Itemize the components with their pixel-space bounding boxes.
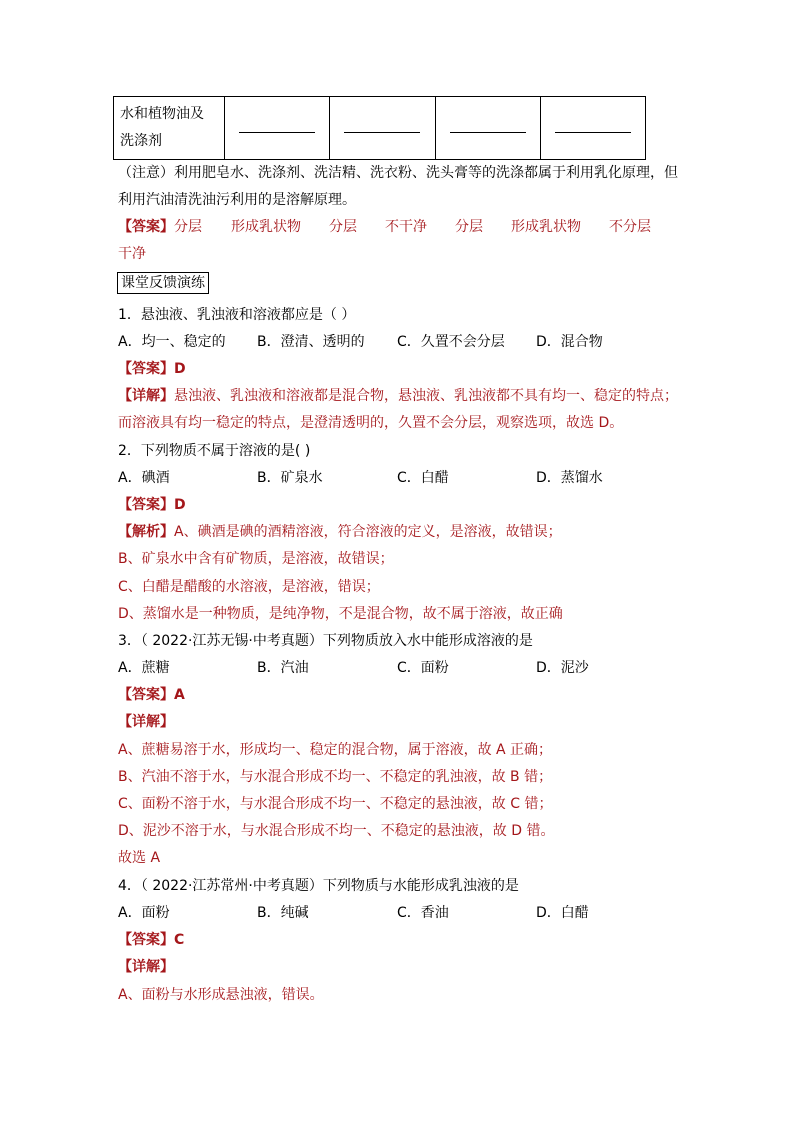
answer-table xyxy=(113,96,646,160)
explain-tag: 【详解】 xyxy=(118,388,174,404)
answer-item: 分层 xyxy=(174,219,202,235)
question-3-explain-tag: 【详解】 xyxy=(118,714,174,730)
option-a: A．蔗糖 xyxy=(118,660,170,676)
question-2-answer: 【答案】D xyxy=(118,497,186,513)
row-label-line1: 水和植物油及 xyxy=(120,106,204,122)
explain-text: 悬浊液、乳浊液和溶液都是混合物，悬浊液、乳浊液都不具有均一、稳定的特点； xyxy=(174,388,678,404)
question-3-explain-3: C、面粉不溶于水，与水混合形成不均一、不稳定的悬浊液，故 C 错； xyxy=(118,796,553,812)
question-4-explain-tag: 【详解】 xyxy=(118,959,174,975)
question-4-answer: 【答案】C xyxy=(118,932,185,948)
option-d: D．混合物 xyxy=(536,334,603,350)
option-b: B．澄清、透明的 xyxy=(257,334,365,350)
question-1-options xyxy=(118,332,678,352)
answer-item: 形成乳状物 xyxy=(511,219,581,235)
option-c: C．面粉 xyxy=(397,660,449,676)
question-2-stem: 2．下列物质不属于溶液的是( ) xyxy=(118,443,311,459)
intro-answer-row xyxy=(118,217,678,237)
explain-text: A、碘酒是碘的酒精溶液，符合溶液的定义，是溶液，故错误； xyxy=(174,524,562,540)
answer-item: 分层 xyxy=(455,219,483,235)
question-3-explain-5: 故选 A xyxy=(118,850,161,866)
blank-cell xyxy=(435,97,540,160)
note-line-1: （注意）利用肥皂水、洗涤剂、洗洁精、洗衣粉、洗头膏等的洗涤都属于利用乳化原理，但 xyxy=(118,165,678,181)
intro-answer-last: 干净 xyxy=(118,246,146,262)
fill-blank xyxy=(344,132,420,133)
question-4-stem: 4．（ 2022·江苏常州·中考真题）下列物质与水能形成乳浊液的是 xyxy=(118,878,519,894)
question-2-options xyxy=(118,468,678,488)
question-3-options xyxy=(118,658,678,678)
option-b: B．汽油 xyxy=(257,660,309,676)
question-2-explain-4: D、蒸馏水是一种物质，是纯净物，不是混合物，故不属于溶液，故正确 xyxy=(118,606,563,622)
question-4-options xyxy=(118,903,678,923)
option-c: C．白醋 xyxy=(397,470,449,486)
question-1-explain-1 xyxy=(118,386,678,406)
option-c: C．香油 xyxy=(397,905,449,921)
question-1-stem: 1．悬浊液、乳浊液和溶液都应是（ ） xyxy=(118,307,356,323)
table-row xyxy=(114,97,646,160)
answer-item: 不分层 xyxy=(609,219,651,235)
question-2-explain-3: C、白醋是醋酸的水溶液，是溶液，错误； xyxy=(118,579,380,595)
question-3-explain-1: A、蔗糖易溶于水，形成均一、稳定的混合物，属于溶液，故 A 正确； xyxy=(118,742,553,758)
question-3-explain-2: B、汽油不溶于水，与水混合形成不均一、不稳定的乳浊液，故 B 错； xyxy=(118,769,553,785)
question-2-explain-2: B、矿泉水中含有矿物质，是溶液，故错误； xyxy=(118,551,394,567)
option-d: D．泥沙 xyxy=(536,660,589,676)
option-a: A．面粉 xyxy=(118,905,170,921)
blank-cell xyxy=(225,97,330,160)
answer-item: 分层 xyxy=(329,219,357,235)
question-2-explain-1 xyxy=(118,522,562,542)
question-3-stem: 3．（ 2022·江苏无锡·中考真题）下列物质放入水中能形成溶液的是 xyxy=(118,633,533,649)
row-label-line2: 洗涤剂 xyxy=(120,133,162,149)
option-a: A．碘酒 xyxy=(118,470,170,486)
section-title: 课堂反馈演练 xyxy=(117,272,209,294)
answer-tag: 【答案】 xyxy=(118,219,174,235)
question-3-answer: 【答案】A xyxy=(118,687,185,703)
note-line-2: 利用汽油清洗油污利用的是溶解原理。 xyxy=(118,192,356,208)
fill-blank xyxy=(239,132,315,133)
blank-cell xyxy=(540,97,645,160)
table-row-label xyxy=(114,97,225,160)
question-1-explain-2: 而溶液具有均一稳定的特点，是澄清透明的，久置不会分层，观察选项，故选 D。 xyxy=(118,415,624,431)
option-b: B．纯碱 xyxy=(257,905,309,921)
explain-tag: 【解析】 xyxy=(118,524,174,540)
option-b: B．矿泉水 xyxy=(257,470,323,486)
option-a: A．均一、稳定的 xyxy=(118,334,226,350)
option-d: D．蒸馏水 xyxy=(536,470,603,486)
question-1-answer: 【答案】D xyxy=(118,361,186,377)
option-c: C．久置不会分层 xyxy=(397,334,505,350)
fill-blank xyxy=(450,132,526,133)
answer-item: 不干净 xyxy=(385,219,427,235)
blank-cell xyxy=(330,97,435,160)
answer-item: 形成乳状物 xyxy=(231,219,301,235)
fill-blank xyxy=(555,132,631,133)
question-4-explain-1: A、面粉与水形成悬浊液，错误。 xyxy=(118,987,324,1003)
option-d: D．白醋 xyxy=(536,905,589,921)
question-3-explain-4: D、泥沙不溶于水，与水混合形成不均一、不稳定的悬浊液，故 D 错。 xyxy=(118,823,555,839)
